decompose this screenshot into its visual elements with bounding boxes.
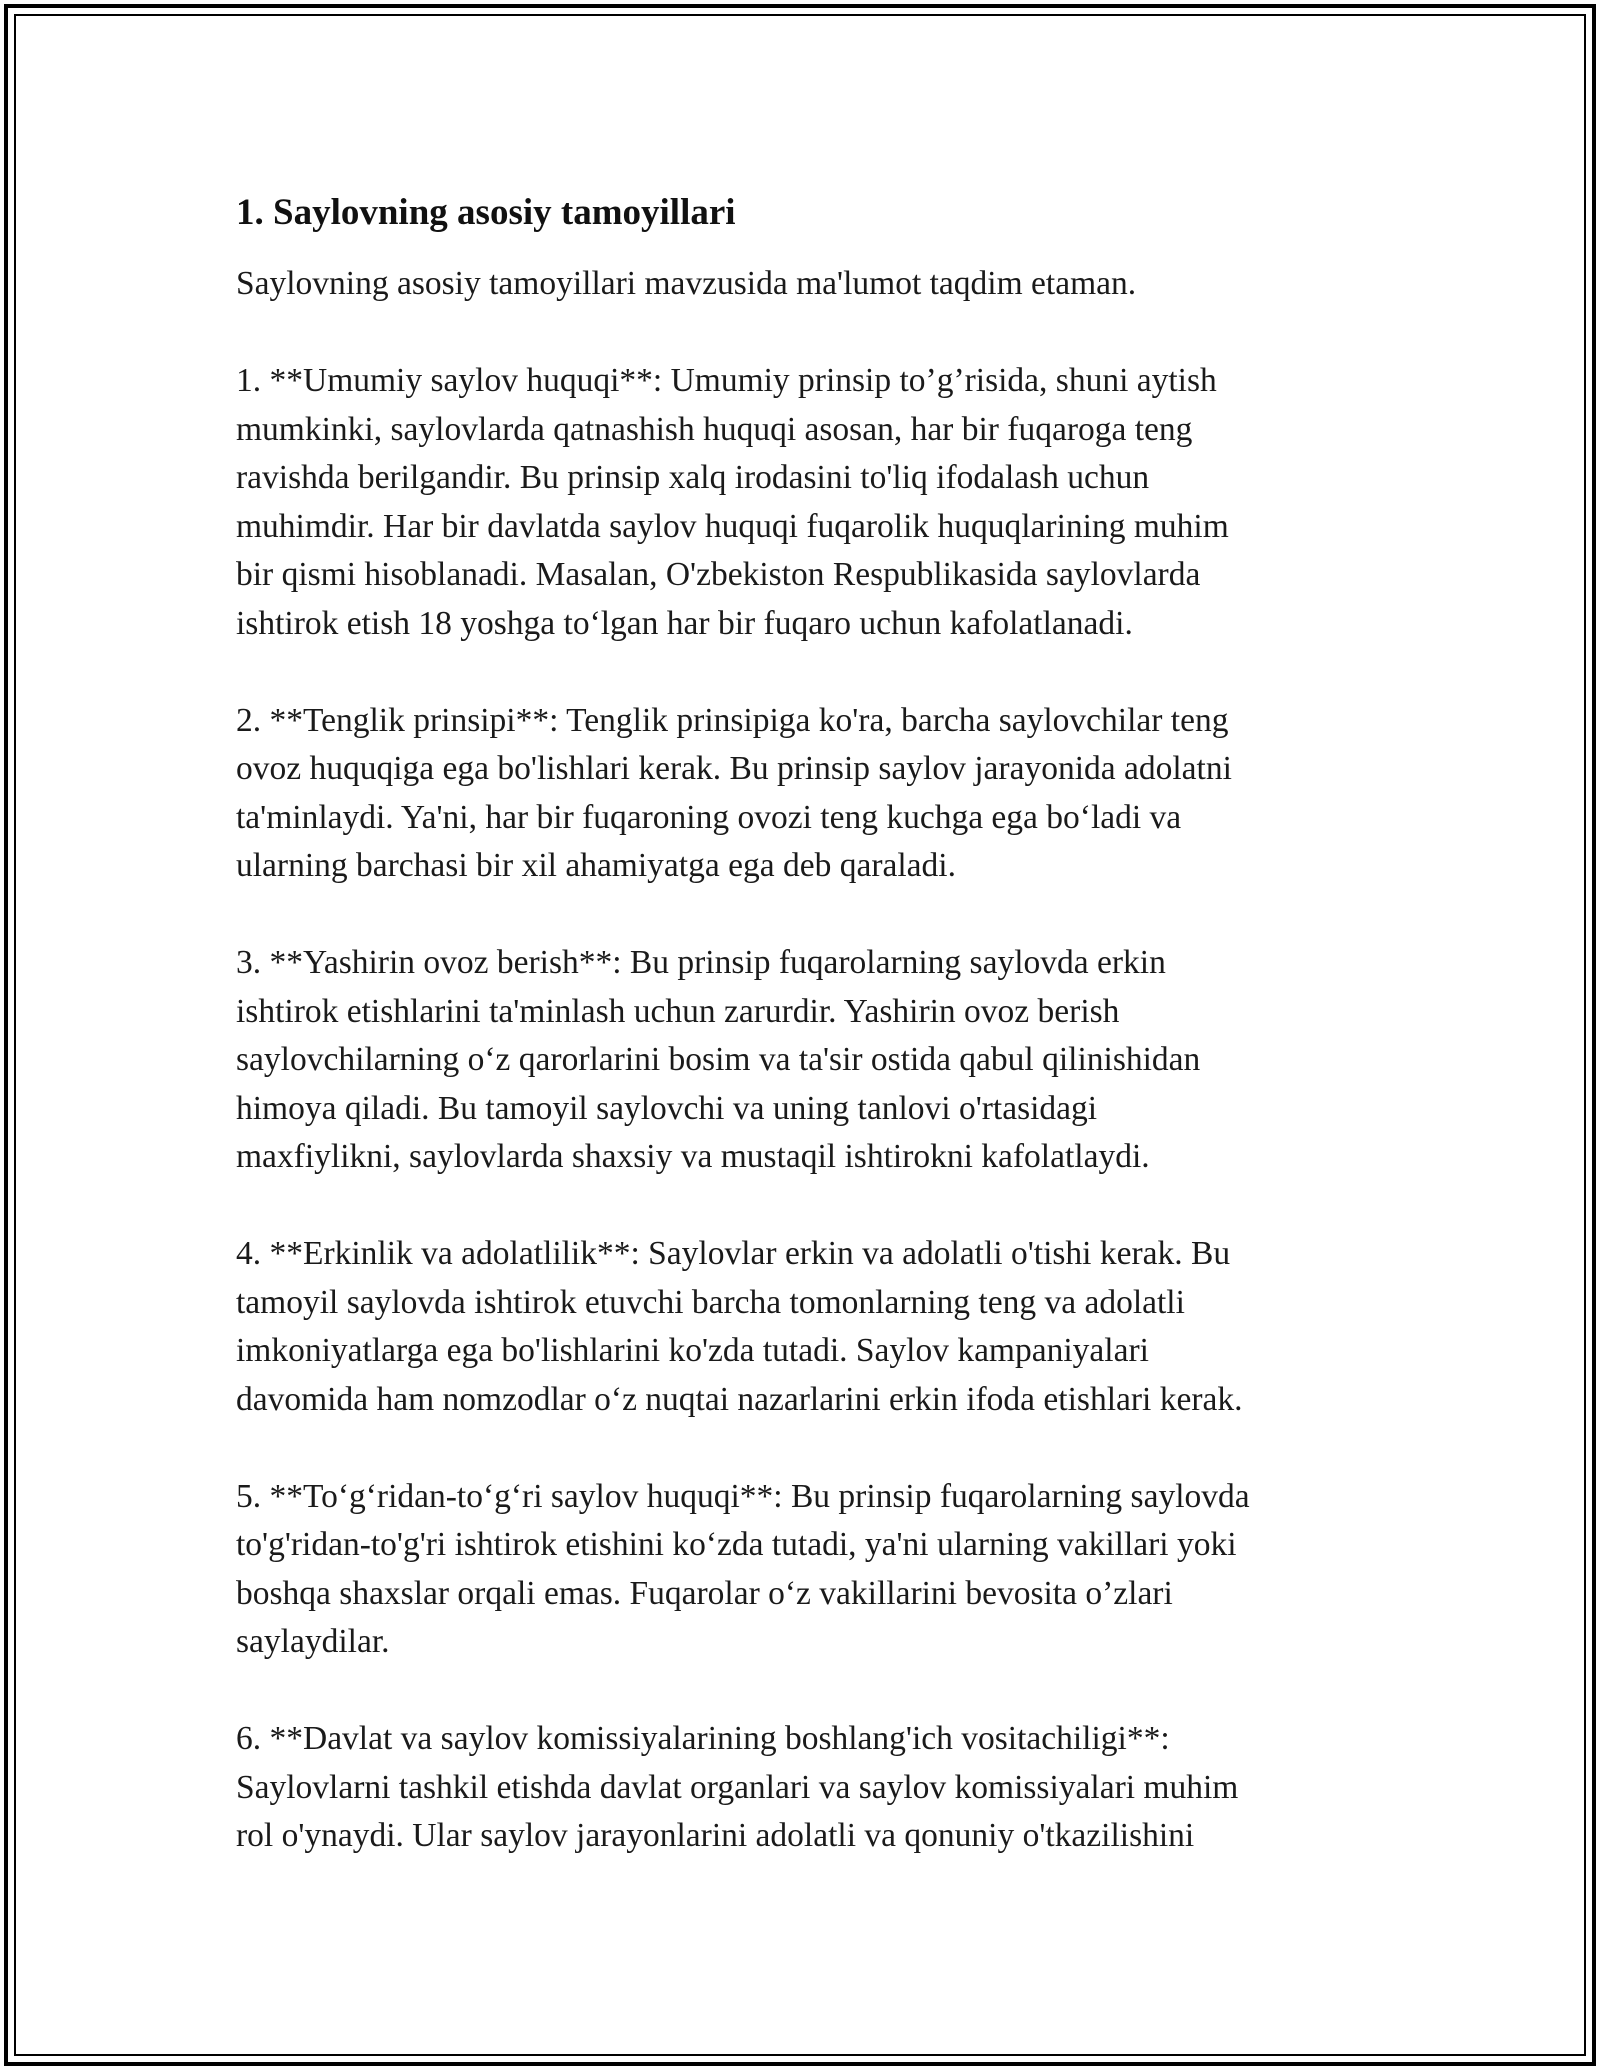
paragraph-line: ularning barchasi bir xil ahamiyatga ega deb qaraladi. [236,847,956,884]
paragraph-line: 3. **Yashirin ovoz berish**: Bu prinsip fuqarolarning saylovda erkin [236,944,1166,981]
paragraph-line: imkoniyatlarga ega bo'lishlarini ko'zda tutadi. Saylov kampaniyalari [236,1332,1149,1369]
paragraph-line: muhimdir. Har bir davlatda saylov huquqi fuqarolik huquqlarining muhim [236,507,1229,545]
paragraph-line: 5. **To‘g‘ridan-to‘g‘ri saylov huquqi**: Bu prinsip fuqarolarning saylovda [236,1477,1250,1515]
principle-1-paragraph [236,357,1366,648]
paragraph-line: mumkinki, saylovlarda qatnashish huquqi asosan, har bir fuqaroga teng [236,410,1193,448]
paragraph-line: saylovchilarning o‘z qarorlarini bosim va ta'sir ostida qabul qilinishidan [236,1041,1201,1078]
principle-5-paragraph [236,1473,1366,1667]
paragraph-line: maxfiylikni, saylovlarda shaxsiy va mustaqil ishtirokni kafolatlaydi. [236,1138,1150,1175]
paragraph-line: saylaydilar. [236,1623,390,1660]
paragraph-line: ta'minlaydi. Ya'ni, har bir fuqaroning ovozi teng kuchga ega bo‘ladi va [236,798,1182,836]
paragraph-line: ovoz huquqiga ega bo'lishlari kerak. Bu prinsip saylov jarayonida adolatni [236,750,1232,787]
paragraph-line: tamoyil saylovda ishtirok etuvchi barcha tomonlarning teng va adolatli [236,1283,1185,1321]
paragraph-line: ishtirok etishlarini ta'minlash uchun zarurdir. Yashirin ovoz berish [236,992,1120,1030]
paragraph-line: 4. **Erkinlik va adolatlilik**: Saylovlar erkin va adolatli o'tishi kerak. Bu [236,1235,1231,1272]
paragraph-line: boshqa shaxslar orqali emas. Fuqarolar o‘z vakillarini bevosita o’zlari [236,1574,1173,1612]
paragraph-line: Saylovlarni tashkil etishda davlat organlari va saylov komissiyalari muhim [236,1768,1239,1806]
intro-paragraph [236,260,1366,309]
paragraph-line: rol o'ynaydi. Ular saylov jarayonlarini adolatli va qonuniy o'tkazilishini [236,1817,1195,1854]
principle-3-paragraph [236,939,1366,1182]
paragraph-line: ishtirok etish 18 yoshga to‘lgan har bir fuqaro uchun kafolatlanadi. [236,604,1133,642]
document-title: 1. Saylovning asosiy tamoyillari [236,192,736,233]
paragraph-line: davomida ham nomzodlar o‘z nuqtai nazarlarini erkin ifoda etishlari kerak. [236,1380,1243,1418]
document-page [236,186,1366,1909]
paragraph-line: 6. **Davlat va saylov komissiyalarining boshlang'ich vositachiligi**: [236,1720,1170,1757]
principle-6-paragraph [236,1715,1366,1861]
paragraph-line: to'g'ridan-to'g'ri ishtirok etishini ko‘zda tutadi, ya'ni ularning vakillari yoki [236,1526,1237,1563]
principle-4-paragraph [236,1230,1366,1424]
paragraph-line: Saylovning asosiy tamoyillari mavzusida ma'lumot taqdim etaman. [236,265,1137,302]
paragraph-line: himoya qiladi. Bu tamoyil saylovchi va uning tanlovi o'rtasidagi [236,1089,1098,1127]
paragraph-line: 2. **Tenglik prinsipi**: Tenglik prinsipiga ko'ra, barcha saylovchilar teng [236,701,1229,739]
principle-2-paragraph [236,697,1366,891]
paragraph-line: bir qismi hisoblanadi. Masalan, O'zbekiston Respublikasida saylovlarda [236,556,1201,593]
paragraph-line: 1. **Umumiy saylov huquqi**: Umumiy prinsip to’g’risida, shuni aytish [236,362,1217,399]
paragraph-line: ravishda berilgandir. Bu prinsip xalq irodasini to'liq ifodalash uchun [236,459,1150,496]
